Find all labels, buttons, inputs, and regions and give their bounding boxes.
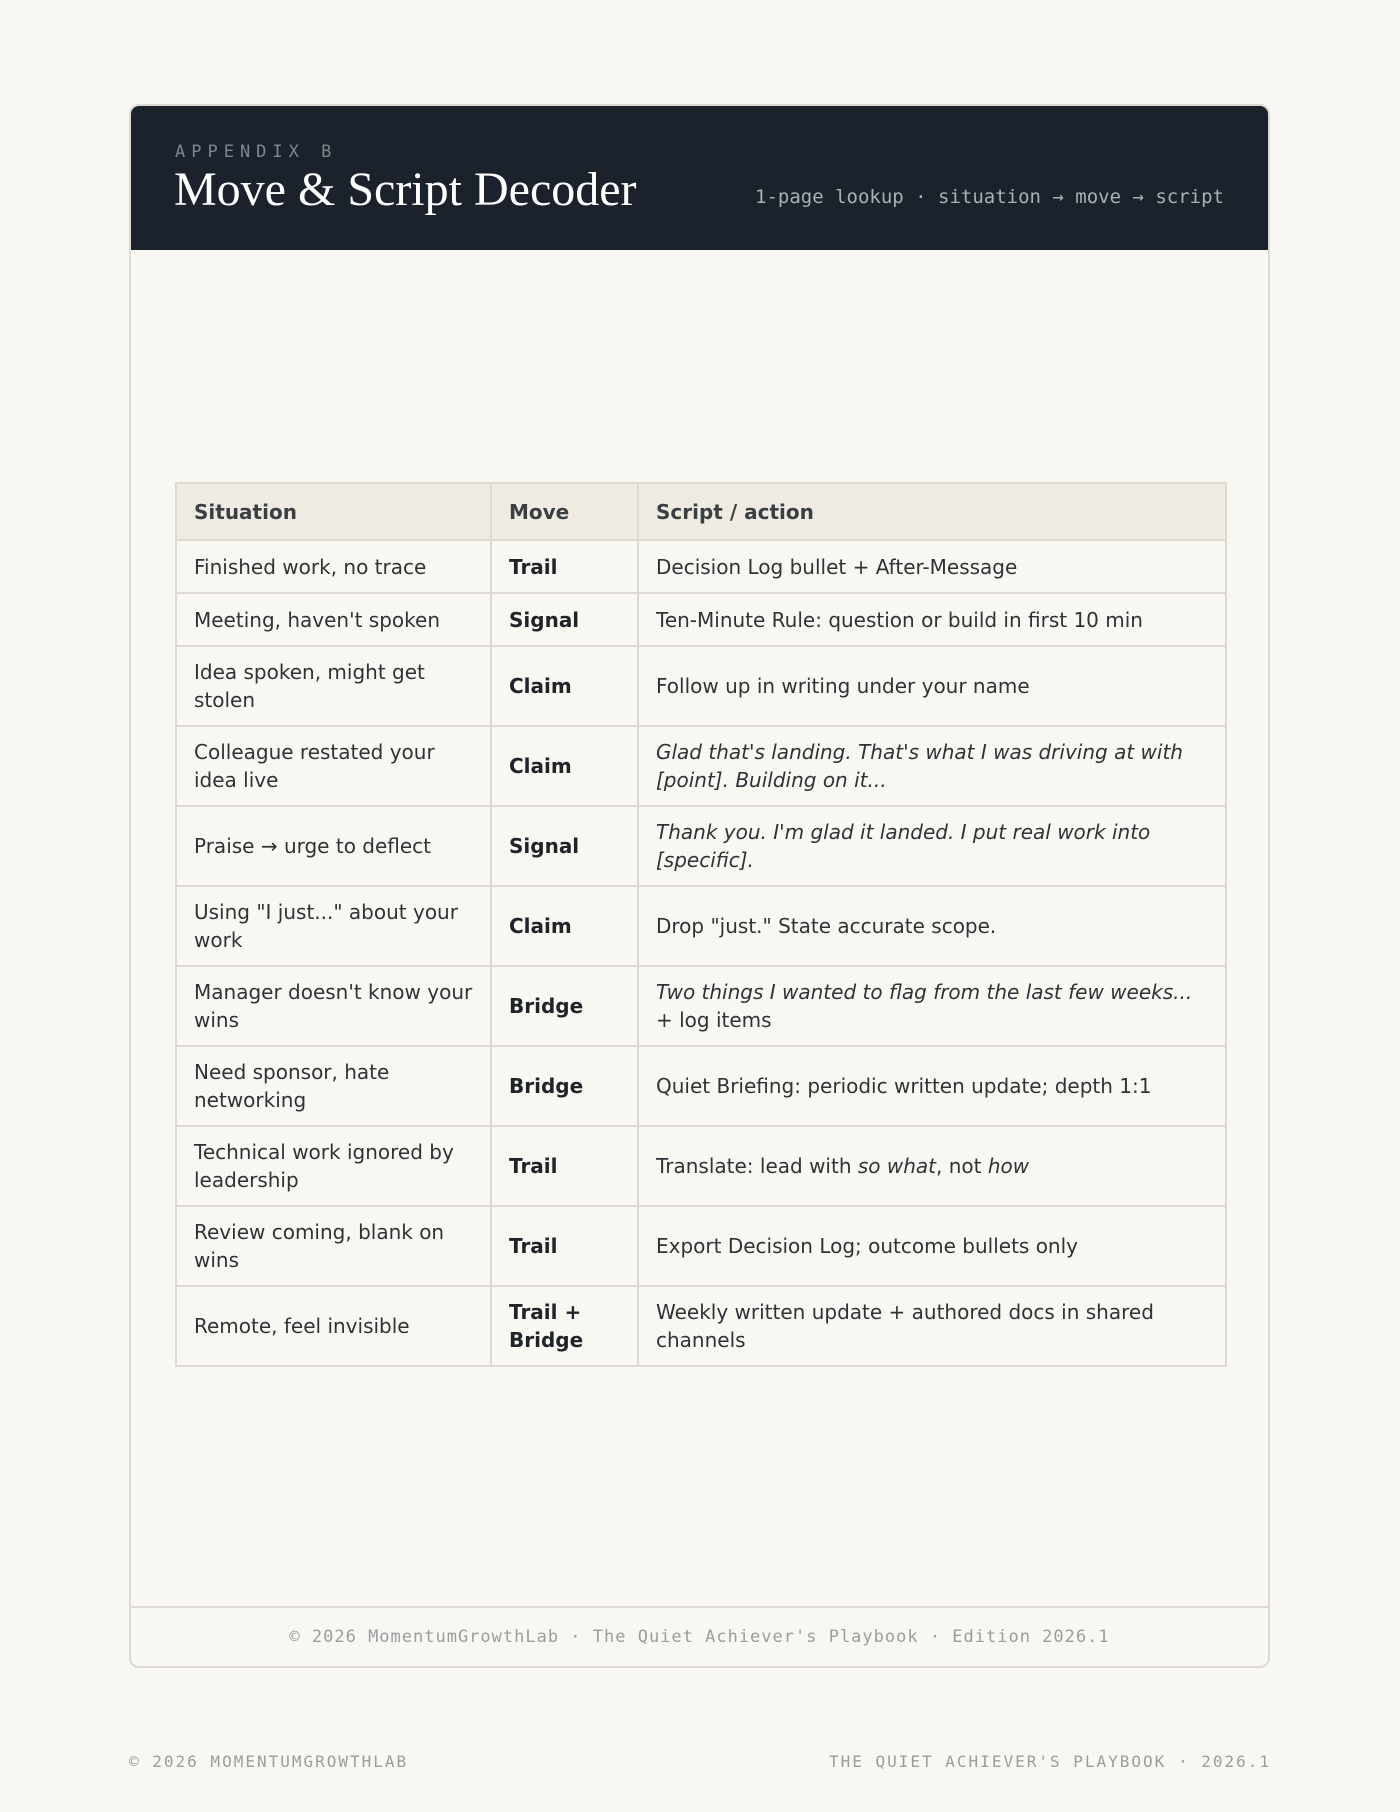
situation-cell: Manager doesn't know your wins: [176, 966, 491, 1046]
card-footer: © 2026 MomentumGrowthLab · The Quiet Achiever's Playbook · Edition 2026.1: [131, 1606, 1268, 1666]
situation-cell: Using "I just..." about your work: [176, 886, 491, 966]
card-header: [131, 106, 1268, 250]
move-cell: Trail: [491, 540, 638, 593]
move-cell: Claim: [491, 726, 638, 806]
script-italic-text: Two things I wanted to flag from the last few weeks...: [656, 980, 1193, 1004]
situation-cell: Technical work ignored by leadership: [176, 1126, 491, 1206]
page-title: Move & Script Decoder: [174, 163, 637, 216]
column-header-script: Script / action: [638, 483, 1226, 540]
situation-cell: Remote, feel invisible: [176, 1286, 491, 1366]
header-tagline: 1-page lookup · situation → move → script: [755, 186, 1224, 208]
table-row: [176, 966, 1226, 1046]
situation-cell: Idea spoken, might get stolen: [176, 646, 491, 726]
table-row: [176, 726, 1226, 806]
page-footer-right: THE QUIET ACHIEVER'S PLAYBOOK · 2026.1: [828, 1752, 1271, 1771]
decoder-table: [175, 482, 1227, 1367]
table-row: [176, 540, 1226, 593]
script-cell: [638, 966, 1226, 1046]
move-cell: Bridge: [491, 1046, 638, 1126]
script-cell: Quiet Briefing: periodic written update; depth 1:1: [638, 1046, 1226, 1126]
script-cell: Drop "just." State accurate scope.: [638, 886, 1226, 966]
move-cell: Claim: [491, 646, 638, 726]
table-row: [176, 646, 1226, 726]
move-cell: Signal: [491, 806, 638, 886]
script-cell: Thank you. I'm glad it landed. I put real work into [specific].: [638, 806, 1226, 886]
table-row: [176, 1046, 1226, 1126]
script-plain-text: + log items: [656, 1008, 772, 1032]
script-plain-text: Translate: lead with: [656, 1154, 858, 1178]
table-row: [176, 593, 1226, 646]
table-row: [176, 1206, 1226, 1286]
script-cell: Ten-Minute Rule: question or build in first 10 min: [638, 593, 1226, 646]
appendix-card: [129, 104, 1270, 1668]
situation-cell: Colleague restated your idea live: [176, 726, 491, 806]
move-cell: Trail + Bridge: [491, 1286, 638, 1366]
situation-cell: Praise → urge to deflect: [176, 806, 491, 886]
script-plain-text: , not: [936, 1154, 988, 1178]
script-cell: Glad that's landing. That's what I was driving at with [point]. Building on it...: [638, 726, 1226, 806]
script-italic-text: so what: [857, 1154, 937, 1178]
script-cell: Weekly written update + authored docs in shared channels: [638, 1286, 1226, 1366]
move-cell: Trail: [491, 1206, 638, 1286]
script-cell: [638, 1126, 1226, 1206]
situation-cell: Finished work, no trace: [176, 540, 491, 593]
move-cell: Bridge: [491, 966, 638, 1046]
move-cell: Trail: [491, 1126, 638, 1206]
situation-cell: Meeting, haven't spoken: [176, 593, 491, 646]
column-header-move: Move: [491, 483, 638, 540]
table-row: [176, 806, 1226, 886]
script-cell: Follow up in writing under your name: [638, 646, 1226, 726]
script-cell: Decision Log bullet + After-Message: [638, 540, 1226, 593]
script-cell: Export Decision Log; outcome bullets only: [638, 1206, 1226, 1286]
appendix-label: APPENDIX B: [175, 142, 338, 162]
table-row: [176, 1126, 1226, 1206]
move-cell: Signal: [491, 593, 638, 646]
table-row: [176, 1286, 1226, 1366]
script-italic-text: how: [987, 1154, 1030, 1178]
page-footer-left: © 2026 MOMENTUMGROWTHLAB: [129, 1752, 409, 1771]
situation-cell: Need sponsor, hate networking: [176, 1046, 491, 1126]
situation-cell: Review coming, blank on wins: [176, 1206, 491, 1286]
column-header-situation: Situation: [176, 483, 491, 540]
table-row: [176, 886, 1226, 966]
move-cell: Claim: [491, 886, 638, 966]
table-header-row: [176, 483, 1226, 540]
